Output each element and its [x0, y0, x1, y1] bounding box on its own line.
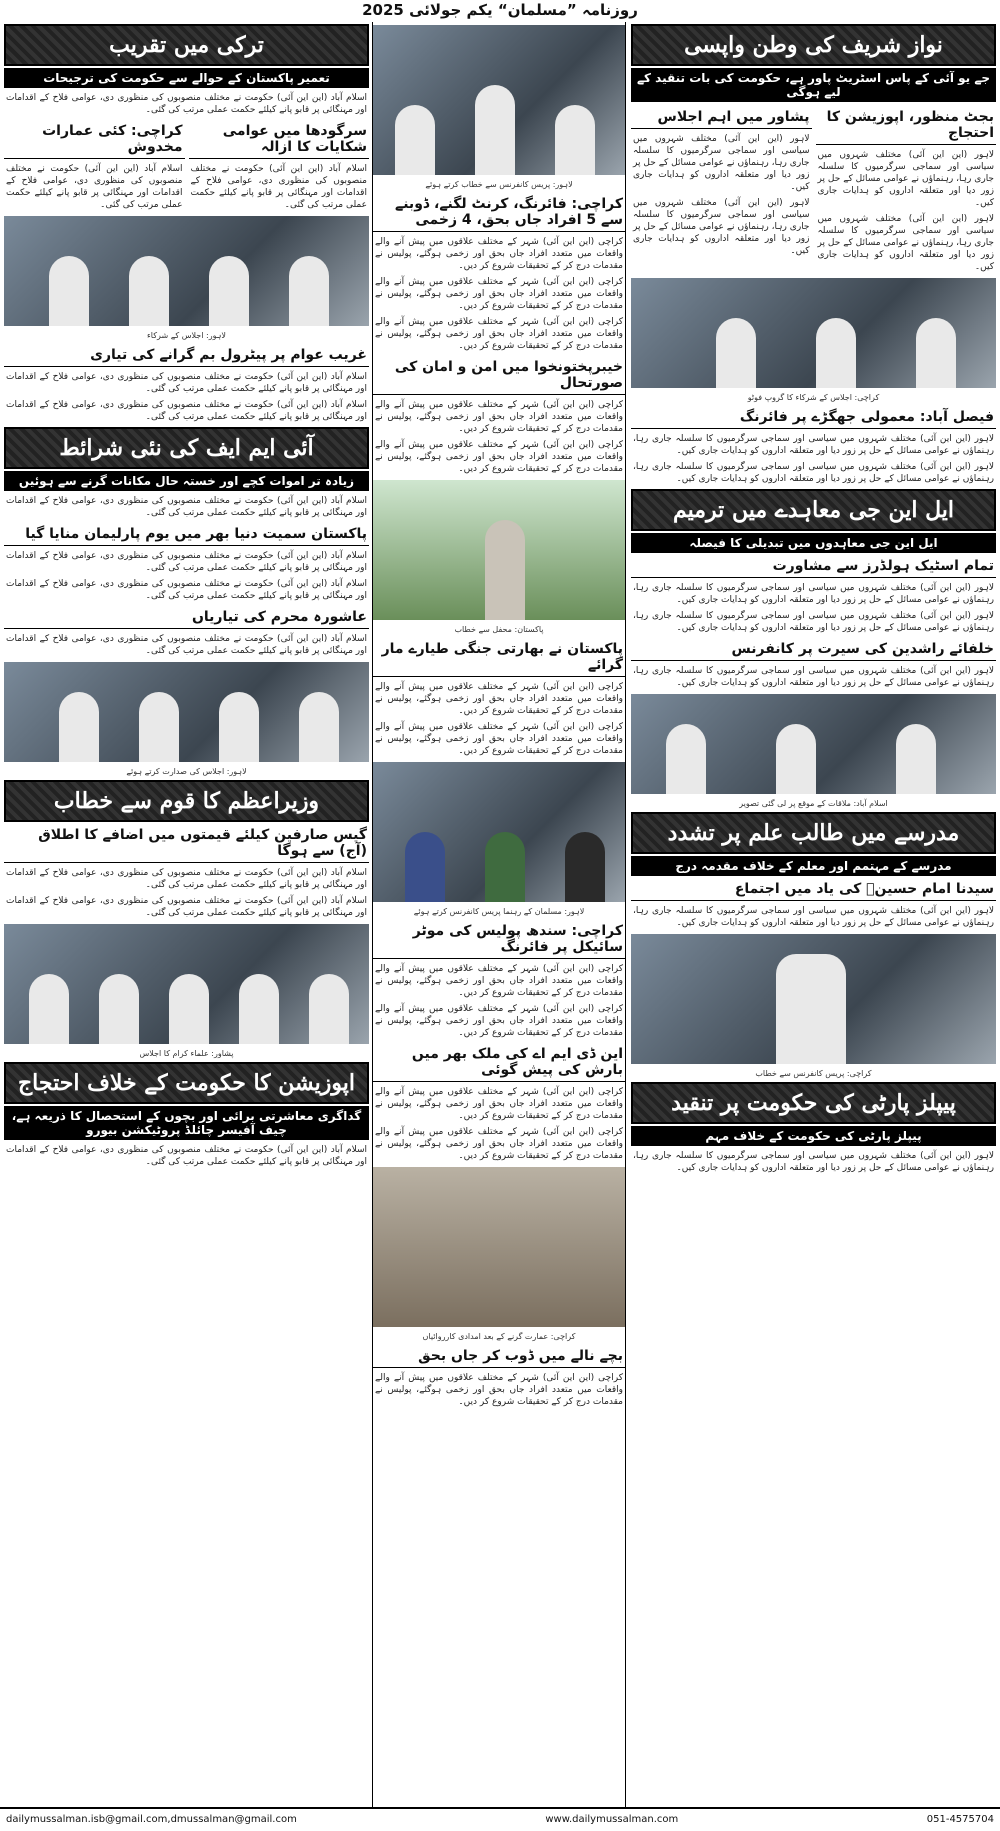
sub-headline: گداگری معاشرتی برائی اور بچوں کے استحصال کا ذریعہ ہے، چیف آفیسر چائلڈ پروٹیکشن بیورو [4, 1106, 369, 1140]
headline: کراچی: کئی عمارات مخدوش [4, 120, 185, 159]
article-body: لاہور (این این آئی) مختلف شہروں میں سیاسی اور سماجی سرگرمیوں کا سلسلہ جاری رہا، رہنماؤں نے عوامی مسائل کے حل پر زور دیا اور متعلقہ اداروں کو ہدایات جاری کیں۔ [633, 1151, 994, 1173]
headline: تمام اسٹیک ہولڈرز سے مشاورت [631, 555, 996, 578]
headline: خیبرپختونخوا میں امن و امان کی صورتحال [373, 356, 625, 395]
headline-banner: مدرسے میں طالب علم پر تشدد [631, 812, 996, 854]
article-body: لاہور (این این آئی) مختلف شہروں میں سیاسی اور سماجی سرگرمیوں کا سلسلہ جاری رہا، رہنماؤں نے عوامی مسائل کے حل پر زور دیا اور متعلقہ اداروں کو ہدایات جاری کیں۔ [817, 150, 994, 208]
article-body: لاہور (این این آئی) مختلف شہروں میں سیاسی اور سماجی سرگرمیوں کا سلسلہ جاری رہا، رہنماؤں نے عوامی مسائل کے حل پر زور دیا اور متعلقہ اداروں کو ہدایات جاری کیں۔ [817, 214, 994, 272]
headline: خلفائے راشدین کی سیرت پر کانفرنس [631, 638, 996, 661]
article-body: اسلام آباد (این این آئی) حکومت نے مختلف منصوبوں کی منظوری دی، عوامی فلاح کے اقدامات اور مہنگائی پر قابو پانے کیلئے حکمت عملی مرتب کی گئی۔ [6, 1145, 367, 1167]
article-body: کراچی (این این آئی) شہر کے مختلف علاقوں میں پیش آنے والے واقعات میں متعدد افراد جاں بحق اور زخمی ہوگئے، پولیس نے مقدمات درج کر کے تحقیقات شروع کر دیں۔ [375, 237, 623, 271]
article-body: اسلام آباد (این این آئی) حکومت نے مختلف منصوبوں کی منظوری دی، عوامی فلاح کے اقدامات اور مہنگائی پر قابو پانے کیلئے حکمت عملی مرتب کی گئی۔ [6, 634, 367, 656]
headline: این ڈی ایم اے کی ملک بھر میں بارش کی پیش گوئی [373, 1043, 625, 1082]
headline-banner: پیپلز پارٹی کی حکومت پر تنقید [631, 1082, 996, 1124]
photo-caption: کراچی: اجلاس کے شرکاء کا گروپ فوٹو [747, 393, 880, 402]
headline: پشاور میں اہم اجلاس [631, 106, 812, 129]
headline: سرگودھا میں عوامی شکایات کا ازالہ [189, 120, 370, 159]
photo-caption: پشاور: علماء کرام کا اجلاس [139, 1049, 234, 1058]
article-body: کراچی (این این آئی) شہر کے مختلف علاقوں میں پیش آنے والے واقعات میں متعدد افراد جاں بحق اور زخمی ہوگئے، پولیس نے مقدمات درج کر کے تحقیقات شروع کر دیں۔ [375, 682, 623, 716]
article-body: اسلام آباد (این این آئی) حکومت نے مختلف منصوبوں کی منظوری دی، عوامی فلاح کے اقدامات اور مہنگائی پر قابو پانے کیلئے حکمت عملی مرتب کی گئی۔ [6, 164, 183, 210]
news-photo [373, 25, 625, 175]
article-body: اسلام آباد (این این آئی) حکومت نے مختلف منصوبوں کی منظوری دی، عوامی فلاح کے اقدامات اور مہنگائی پر قابو پانے کیلئے حکمت عملی مرتب کی گئی۔ [6, 896, 367, 918]
headline: پاکستان سمیت دنیا بھر میں یوم پارلیمان منایا گیا [4, 523, 369, 546]
photo-caption: اسلام آباد: ملاقات کے موقع پر لی گئی تصویر [739, 799, 888, 808]
article-body: اسلام آباد (این این آئی) حکومت نے مختلف منصوبوں کی منظوری دی، عوامی فلاح کے اقدامات اور مہنگائی پر قابو پانے کیلئے حکمت عملی مرتب کی گئی۔ [6, 551, 367, 573]
article-body: لاہور (این این آئی) مختلف شہروں میں سیاسی اور سماجی سرگرمیوں کا سلسلہ جاری رہا، رہنماؤں نے عوامی مسائل کے حل پر زور دیا اور متعلقہ اداروں کو ہدایات جاری کیں۔ [633, 462, 994, 484]
news-photo [631, 278, 996, 388]
sub-headline: پیپلز پارٹی کی حکومت کے خلاف مہم [631, 1126, 996, 1146]
article-body: لاہور (این این آئی) مختلف شہروں میں سیاسی اور سماجی سرگرمیوں کا سلسلہ جاری رہا، رہنماؤں نے عوامی مسائل کے حل پر زور دیا اور متعلقہ اداروں کو ہدایات جاری کیں۔ [633, 611, 994, 633]
article-body: کراچی (این این آئی) شہر کے مختلف علاقوں میں پیش آنے والے واقعات میں متعدد افراد جاں بحق اور زخمی ہوگئے، پولیس نے مقدمات درج کر کے تحقیقات شروع کر دیں۔ [375, 400, 623, 434]
sub-headline: مدرسے کے مہتمم اور معلم کے خلاف مقدمہ درج [631, 856, 996, 876]
photo-caption: لاہور: اجلاس کی صدارت کرتے ہوئے [126, 767, 247, 776]
article-body: اسلام آباد (این این آئی) حکومت نے مختلف منصوبوں کی منظوری دی، عوامی فلاح کے اقدامات اور مہنگائی پر قابو پانے کیلئے حکمت عملی مرتب کی گئی۔ [6, 496, 367, 518]
footer [0, 1807, 1000, 1831]
headline: فیصل آباد: معمولی جھگڑے پر فائرنگ [631, 406, 996, 429]
left-column [4, 22, 369, 1807]
photo-caption: لاہور: اجلاس کے شرکاء [147, 331, 226, 340]
photo-caption: کراچی: عمارت گرنے کے بعد امدادی کارروائیاں [422, 1332, 576, 1341]
headline: غریب عوام پر پیٹرول بم گرانے کی تیاری [4, 344, 369, 367]
article-body: اسلام آباد (این این آئی) حکومت نے مختلف منصوبوں کی منظوری دی، عوامی فلاح کے اقدامات اور مہنگائی پر قابو پانے کیلئے حکمت عملی مرتب کی گئی۔ [6, 868, 367, 890]
right-column [631, 22, 996, 1807]
masthead: روزنامہ ”مسلمان“ یکم جولائی 2025 [362, 1, 638, 19]
footer-phone: 051-4575704 [926, 1814, 994, 1825]
headline-banner: نواز شریف کی وطن واپسی [631, 24, 996, 66]
sub-headline: ایل این جی معاہدوں میں تبدیلی کا فیصلہ [631, 533, 996, 553]
headline-banner: آئی ایم ایف کی نئی شرائط [4, 427, 369, 469]
news-photo [631, 934, 996, 1064]
article-body: کراچی (این این آئی) شہر کے مختلف علاقوں میں پیش آنے والے واقعات میں متعدد افراد جاں بحق اور زخمی ہوگئے، پولیس نے مقدمات درج کر کے تحقیقات شروع کر دیں۔ [375, 1373, 623, 1407]
article-body: لاہور (این این آئی) مختلف شہروں میں سیاسی اور سماجی سرگرمیوں کا سلسلہ جاری رہا، رہنماؤں نے عوامی مسائل کے حل پر زور دیا اور متعلقہ اداروں کو ہدایات جاری کیں۔ [633, 583, 994, 605]
article-body: کراچی (این این آئی) شہر کے مختلف علاقوں میں پیش آنے والے واقعات میں متعدد افراد جاں بحق اور زخمی ہوگئے، پولیس نے مقدمات درج کر کے تحقیقات شروع کر دیں۔ [375, 277, 623, 311]
article-body: اسلام آباد (این این آئی) حکومت نے مختلف منصوبوں کی منظوری دی، عوامی فلاح کے اقدامات اور مہنگائی پر قابو پانے کیلئے حکمت عملی مرتب کی گئی۔ [6, 579, 367, 601]
news-photo [4, 924, 369, 1044]
headline-banner: ترکی میں تقریب [4, 24, 369, 66]
headline-banner: ایل این جی معاہدے میں ترمیم [631, 489, 996, 531]
photo-caption: پاکستان: محفل سے خطاب [454, 625, 544, 634]
article-body: لاہور (این این آئی) مختلف شہروں میں سیاسی اور سماجی سرگرمیوں کا سلسلہ جاری رہا، رہنماؤں نے عوامی مسائل کے حل پر زور دیا اور متعلقہ اداروں کو ہدایات جاری کیں۔ [633, 198, 810, 256]
headline: عاشورہ محرم کی تیاریاں [4, 606, 369, 629]
headline: کراچی: فائرنگ، کرنٹ لگنے، ڈوبنے سے 5 افراد جاں بحق، 4 زخمی [373, 193, 625, 232]
middle-column [372, 22, 626, 1807]
headline: بچے نالے میں ڈوب کر جاں بحق [373, 1345, 625, 1368]
headline: گیس صارفین کیلئے قیمتوں میں اضافے کا اطلاق (آج) سے ہوگا [4, 824, 369, 863]
photo-caption: لاہور: پریس کانفرنس سے خطاب کرتے ہوئے [425, 180, 573, 189]
headline-banner: وزیراعظم کا قوم سے خطاب [4, 780, 369, 822]
article-body: اسلام آباد (این این آئی) حکومت نے مختلف منصوبوں کی منظوری دی، عوامی فلاح کے اقدامات اور مہنگائی پر قابو پانے کیلئے حکمت عملی مرتب کی گئی۔ [190, 164, 367, 210]
article-body: کراچی (این این آئی) شہر کے مختلف علاقوں میں پیش آنے والے واقعات میں متعدد افراد جاں بحق اور زخمی ہوگئے، پولیس نے مقدمات درج کر کے تحقیقات شروع کر دیں۔ [375, 317, 623, 351]
article-body: لاہور (این این آئی) مختلف شہروں میں سیاسی اور سماجی سرگرمیوں کا سلسلہ جاری رہا، رہنماؤں نے عوامی مسائل کے حل پر زور دیا اور متعلقہ اداروں کو ہدایات جاری کیں۔ [633, 434, 994, 456]
article-body: اسلام آباد (این این آئی) حکومت نے مختلف منصوبوں کی منظوری دی، عوامی فلاح کے اقدامات اور مہنگائی پر قابو پانے کیلئے حکمت عملی مرتب کی گئی۔ [6, 93, 367, 115]
headline: پاکستان نے بھارتی جنگی طیارے مار گرائے [373, 638, 625, 677]
article-body: کراچی (این این آئی) شہر کے مختلف علاقوں میں پیش آنے والے واقعات میں متعدد افراد جاں بحق اور زخمی ہوگئے، پولیس نے مقدمات درج کر کے تحقیقات شروع کر دیں۔ [375, 722, 623, 756]
article-body: کراچی (این این آئی) شہر کے مختلف علاقوں میں پیش آنے والے واقعات میں متعدد افراد جاں بحق اور زخمی ہوگئے، پولیس نے مقدمات درج کر کے تحقیقات شروع کر دیں۔ [375, 1004, 623, 1038]
footer-emails[interactable]: dailymussalman.isb@gmail.com,dmussalman@gmail.com [6, 1814, 297, 1825]
article-body: لاہور (این این آئی) مختلف شہروں میں سیاسی اور سماجی سرگرمیوں کا سلسلہ جاری رہا، رہنماؤں نے عوامی مسائل کے حل پر زور دیا اور متعلقہ اداروں کو ہدایات جاری کیں۔ [633, 666, 994, 688]
footer-website[interactable]: www.dailymussalman.com [545, 1814, 679, 1825]
headline-banner: اپوزیشن کا حکومت کے خلاف احتجاج [4, 1062, 369, 1104]
news-photo [373, 762, 625, 902]
article-body: کراچی (این این آئی) شہر کے مختلف علاقوں میں پیش آنے والے واقعات میں متعدد افراد جاں بحق اور زخمی ہوگئے، پولیس نے مقدمات درج کر کے تحقیقات شروع کر دیں۔ [375, 1127, 623, 1161]
article-body: لاہور (این این آئی) مختلف شہروں میں سیاسی اور سماجی سرگرمیوں کا سلسلہ جاری رہا، رہنماؤں نے عوامی مسائل کے حل پر زور دیا اور متعلقہ اداروں کو ہدایات جاری کیں۔ [633, 906, 994, 928]
news-photo [4, 216, 369, 326]
sub-headline: جے یو آئی کے پاس اسٹریٹ پاور ہے، حکومت کی بات تنقید کے لیے ہوگی [631, 68, 996, 102]
article-body: کراچی (این این آئی) شہر کے مختلف علاقوں میں پیش آنے والے واقعات میں متعدد افراد جاں بحق اور زخمی ہوگئے، پولیس نے مقدمات درج کر کے تحقیقات شروع کر دیں۔ [375, 964, 623, 998]
photo-caption: کراچی: پریس کانفرنس سے خطاب [755, 1069, 872, 1078]
article-body: کراچی (این این آئی) شہر کے مختلف علاقوں میں پیش آنے والے واقعات میں متعدد افراد جاں بحق اور زخمی ہوگئے، پولیس نے مقدمات درج کر کے تحقیقات شروع کر دیں۔ [375, 440, 623, 474]
news-photo [4, 662, 369, 762]
news-photo [373, 480, 625, 620]
headline: کراچی: سندھ پولیس کی موٹر سائیکل پر فائرنگ [373, 920, 625, 959]
article-body: اسلام آباد (این این آئی) حکومت نے مختلف منصوبوں کی منظوری دی، عوامی فلاح کے اقدامات اور مہنگائی پر قابو پانے کیلئے حکمت عملی مرتب کی گئی۔ [6, 400, 367, 422]
photo-caption: لاہور: مسلمان کے رہنما پریس کانفرنس کرتے ہوئے [413, 907, 585, 916]
article-body: کراچی (این این آئی) شہر کے مختلف علاقوں میں پیش آنے والے واقعات میں متعدد افراد جاں بحق اور زخمی ہوگئے، پولیس نے مقدمات درج کر کے تحقیقات شروع کر دیں۔ [375, 1087, 623, 1121]
sub-headline: تعمیر پاکستان کے حوالے سے حکومت کی ترجیحات [4, 68, 369, 88]
headline: سیدنا امام حسینؓ کی یاد میں اجتماع [631, 878, 996, 901]
sub-headline: زیادہ تر اموات کچے اور خستہ حال مکانات گرنے سے ہوئیں [4, 471, 369, 491]
news-photo [373, 1167, 625, 1327]
article-body: اسلام آباد (این این آئی) حکومت نے مختلف منصوبوں کی منظوری دی، عوامی فلاح کے اقدامات اور مہنگائی پر قابو پانے کیلئے حکمت عملی مرتب کی گئی۔ [6, 372, 367, 394]
headline: بجٹ منظور، اپوزیشن کا احتجاج [816, 106, 997, 145]
article-body: لاہور (این این آئی) مختلف شہروں میں سیاسی اور سماجی سرگرمیوں کا سلسلہ جاری رہا، رہنماؤں نے عوامی مسائل کے حل پر زور دیا اور متعلقہ اداروں کو ہدایات جاری کیں۔ [633, 134, 810, 192]
news-photo [631, 694, 996, 794]
